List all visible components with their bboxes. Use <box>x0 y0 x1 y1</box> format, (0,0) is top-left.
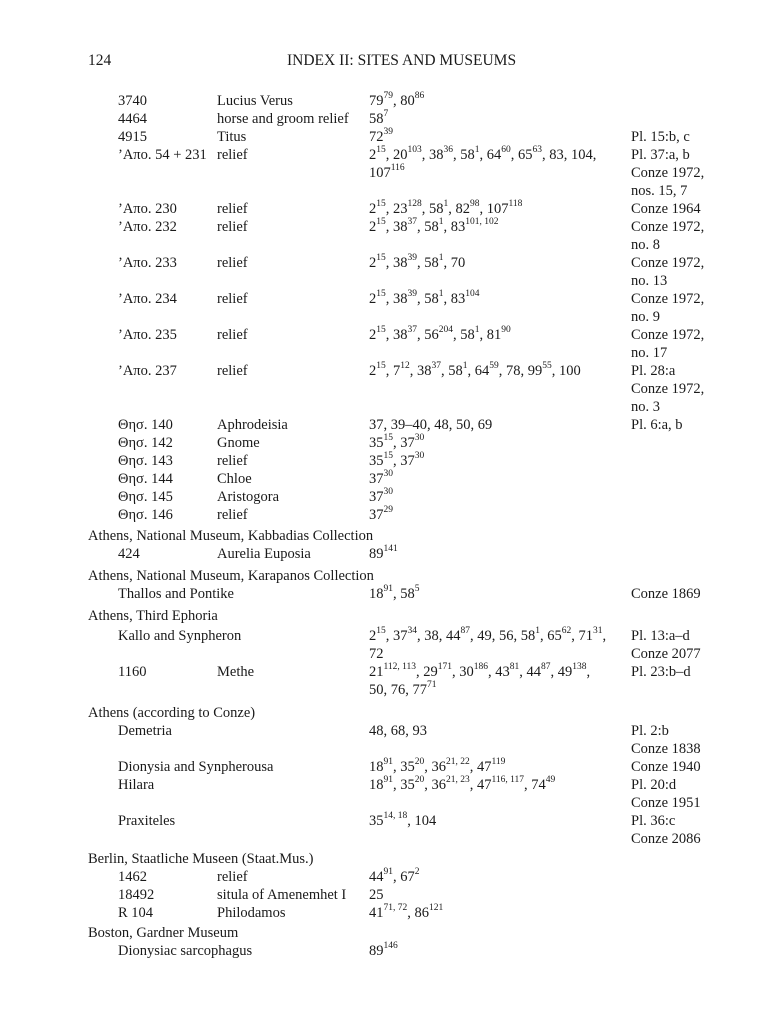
entry-plate: Conze 1869 <box>631 586 701 602</box>
entry-ref: Hilara <box>118 777 155 793</box>
entry-pages: 72 <box>369 646 384 662</box>
index-row <box>0 146 762 164</box>
entry-plate: Pl. 13:a–d <box>631 628 690 644</box>
index-row <box>0 398 762 416</box>
entry-ref: ’Aπo. 233 <box>118 255 177 271</box>
section-heading: Athens (according to Conze) <box>88 705 256 721</box>
entry-pages: $35^{15}$, $37^{30}$ <box>369 451 425 469</box>
entry-ref: R 104 <box>118 905 154 921</box>
entry-subject: relief <box>217 255 248 271</box>
index-row <box>0 128 762 146</box>
entry-ref: ’Aπo. 234 <box>118 291 177 307</box>
section-heading: Berlin, Staatliche Museen (Staat.Mus.) <box>88 851 314 867</box>
entry-plate: Conze 2077 <box>631 646 701 662</box>
entry-pages: $58^7$ <box>369 109 389 127</box>
index-row <box>0 758 762 776</box>
entry-pages: 41$^{71, 72}$, $86^{121}$ <box>369 903 444 921</box>
entry-subject: relief <box>217 869 248 885</box>
index-row <box>0 645 762 663</box>
entry-subject: situla of Amenemhet I <box>217 887 347 903</box>
section-row <box>0 850 762 868</box>
entry-pages: 48, 68, 93 <box>369 723 427 739</box>
entry-pages: 25 <box>369 887 384 903</box>
entry-pages: $72^{39}$ <box>369 127 393 145</box>
section-heading: Athens, National Museum, Karapanos Collection <box>88 568 374 584</box>
index-row <box>0 904 762 922</box>
entry-ref: Demetria <box>118 723 172 739</box>
page-number: 124 <box>88 52 112 69</box>
entry-subject: Lucius Verus <box>217 93 293 109</box>
entry-pages: $2^{15}$, $23^{128}$, $58^1$, $82^{98}$, $107^{118}$ <box>369 199 523 217</box>
entry-plate: Conze 2086 <box>631 831 701 847</box>
entry-pages: $2^{15}$, $38^{37}$, $56^{204}$, $58^1$, $81^{90}$ <box>369 325 511 343</box>
entry-pages: $89^{146}$ <box>369 941 398 959</box>
section-row <box>0 567 762 585</box>
section-row <box>0 527 762 545</box>
index-row <box>0 452 762 470</box>
index-row <box>0 164 762 182</box>
index-row <box>0 434 762 452</box>
entry-subject: relief <box>217 327 248 343</box>
entry-plate: no. 17 <box>631 345 668 361</box>
entry-plate: no. 8 <box>631 237 660 253</box>
entry-ref: Praxiteles <box>118 813 176 829</box>
section-row <box>0 924 762 942</box>
entry-plate: Pl. 23:b–d <box>631 664 691 680</box>
entry-ref: 4915 <box>118 129 147 145</box>
entry-ref: 3740 <box>118 93 147 109</box>
index-row <box>0 218 762 236</box>
section-heading: Athens, Third Ephoria <box>88 608 218 624</box>
entry-ref: Dionysia and Synpherousa <box>118 759 274 775</box>
entry-plate: Conze 1940 <box>631 759 701 775</box>
index-row <box>0 740 762 758</box>
entry-ref: 1160 <box>118 664 147 680</box>
entry-ref: Kallo and Synpheron <box>118 628 242 644</box>
entry-subject: relief <box>217 201 248 217</box>
entry-plate: no. 9 <box>631 309 660 325</box>
entry-pages: $2^{15}$, $38^{37}$, $58^1$, 83$^{101, 102}$ <box>369 217 499 235</box>
entry-ref: ’Aπo. 235 <box>118 327 177 343</box>
entry-plate: Pl. 28:a <box>631 363 676 379</box>
index-row <box>0 545 762 563</box>
index-row <box>0 794 762 812</box>
entry-plate: Conze 1972, <box>631 327 705 343</box>
entry-ref: 4464 <box>118 111 147 127</box>
index-row <box>0 254 762 272</box>
entry-pages: $44^{91}$, $67^2$ <box>369 867 420 885</box>
entry-subject: relief <box>217 363 248 379</box>
entry-pages: 21$^{112, 113}$, $29^{171}$, $30^{186}$, $43^{81}$, $44^{87}$, $49^{138}$, <box>369 662 591 680</box>
entry-ref: ’Aπo. 54 + 231 <box>118 147 207 163</box>
entry-plate: Conze 1951 <box>631 795 701 811</box>
entry-pages: 35$^{14, 18}$, 104 <box>369 811 437 829</box>
index-row <box>0 308 762 326</box>
entry-subject: Chloe <box>217 471 252 487</box>
entry-plate: Pl. 37:a, b <box>631 147 690 163</box>
entry-plate: Pl. 36:c <box>631 813 676 829</box>
entry-pages: $89^{141}$ <box>369 544 398 562</box>
entry-pages: $18^{91}$, $58^5$ <box>369 584 420 602</box>
index-row <box>0 627 762 645</box>
entry-plate: no. 13 <box>631 273 668 289</box>
entry-ref: Θησ. 142 <box>118 435 173 451</box>
entry-plate: no. 3 <box>631 399 660 415</box>
entry-pages: $2^{15}$, $38^{39}$, $58^1$, $83^{104}$ <box>369 289 480 307</box>
entry-plate: Conze 1972, <box>631 219 705 235</box>
entry-subject: Aurelia Euposia <box>217 546 311 562</box>
entry-ref: ’Aπo. 230 <box>118 201 177 217</box>
index-row <box>0 868 762 886</box>
entry-subject: horse and groom relief <box>217 111 349 127</box>
index-row <box>0 92 762 110</box>
entry-ref: Θησ. 145 <box>118 489 173 505</box>
index-row <box>0 585 762 603</box>
entry-subject: Methe <box>217 664 255 680</box>
entry-subject: Gnome <box>217 435 260 451</box>
entry-pages: $79^{79}$, $80^{86}$ <box>369 91 425 109</box>
entry-plate: Conze 1964 <box>631 201 701 217</box>
entry-subject: Aphrodeisia <box>217 417 288 433</box>
entry-plate: Conze 1972, <box>631 255 705 271</box>
index-row <box>0 942 762 960</box>
index-row <box>0 362 762 380</box>
entry-ref: Θησ. 146 <box>118 507 173 523</box>
entry-pages: $37^{30}$ <box>369 469 393 487</box>
index-row <box>0 663 762 681</box>
section-row <box>0 607 762 625</box>
entry-ref: 424 <box>118 546 140 562</box>
index-row <box>0 470 762 488</box>
index-row <box>0 681 762 699</box>
index-row <box>0 812 762 830</box>
entry-subject: Titus <box>217 129 247 145</box>
index-row <box>0 236 762 254</box>
section-heading: Boston, Gardner Museum <box>88 925 239 941</box>
entry-pages: 37, 39–40, 48, 50, 69 <box>369 417 493 433</box>
index-row <box>0 776 762 794</box>
entry-subject: relief <box>217 453 248 469</box>
entry-plate: Pl. 20:d <box>631 777 677 793</box>
index-row <box>0 488 762 506</box>
index-row <box>0 886 762 904</box>
index-row <box>0 272 762 290</box>
entry-ref: Θησ. 143 <box>118 453 173 469</box>
section-row <box>0 704 762 722</box>
entry-subject: Aristogora <box>217 489 280 505</box>
entry-pages: $2^{15}$, $38^{39}$, $58^1$, 70 <box>369 253 466 271</box>
index-row <box>0 200 762 218</box>
entry-ref: Θησ. 144 <box>118 471 173 487</box>
entry-ref: 1462 <box>118 869 147 885</box>
entry-pages: $2^{15}$, $7^{12}$, $38^{37}$, $58^1$, $64^{59}$, 78, $99^{55}$, 100 <box>369 361 581 379</box>
entry-pages: $107^{116}$ <box>369 163 405 181</box>
entry-subject: relief <box>217 147 248 163</box>
index-row <box>0 830 762 848</box>
index-row <box>0 290 762 308</box>
entry-pages: $37^{30}$ <box>369 487 393 505</box>
entry-ref: Dionysiac sarcophagus <box>118 943 253 959</box>
entry-pages: $37^{29}$ <box>369 505 393 523</box>
entry-subject: relief <box>217 291 248 307</box>
entry-plate: nos. 15, 7 <box>631 183 688 199</box>
entry-subject: relief <box>217 507 248 523</box>
entry-subject: relief <box>217 219 248 235</box>
entry-plate: Pl. 2:b <box>631 723 669 739</box>
index-row <box>0 344 762 362</box>
entry-pages: $18^{91}$, $35^{20}$, 36$^{21, 23}$, 47$^{116, 117}$, $74^{49}$ <box>369 775 556 793</box>
index-row <box>0 182 762 200</box>
index-row <box>0 416 762 434</box>
entry-plate: Conze 1972, <box>631 381 705 397</box>
section-heading: Athens, National Museum, Kabbadias Collection <box>88 528 374 544</box>
entry-plate: Conze 1838 <box>631 741 701 757</box>
entry-ref: ’Aπo. 232 <box>118 219 177 235</box>
index-row <box>0 110 762 128</box>
entry-ref: Thallos and Pontike <box>118 586 234 602</box>
entry-pages: $2^{15}$, $20^{103}$, $38^{36}$, $58^1$, $64^{60}$, $65^{63}$, 83, 104, <box>369 145 597 163</box>
index-row <box>0 506 762 524</box>
entry-plate: Pl. 6:a, b <box>631 417 683 433</box>
entry-plate: Conze 1972, <box>631 291 705 307</box>
entry-pages: $2^{15}$, $37^{34}$, 38, $44^{87}$, 49, 56, $58^1$, $65^{62}$, $71^{31}$, <box>369 626 607 644</box>
entry-pages: 50, 76, $77^{71}$ <box>369 680 437 698</box>
index-row <box>0 326 762 344</box>
entry-ref: 18492 <box>118 887 155 903</box>
entry-plate: Conze 1972, <box>631 165 705 181</box>
entry-pages: $18^{91}$, $35^{20}$, 36$^{21, 22}$, $47^{119}$ <box>369 757 506 775</box>
entry-ref: Θησ. 140 <box>118 417 173 433</box>
entry-pages: $35^{15}$, $37^{30}$ <box>369 433 425 451</box>
entry-plate: Pl. 15:b, c <box>631 129 690 145</box>
entry-ref: ’Aπo. 237 <box>118 363 177 379</box>
index-row <box>0 380 762 398</box>
index-row <box>0 722 762 740</box>
entry-subject: Philodamos <box>217 905 286 921</box>
running-title: INDEX II: SITES AND MUSEUMS <box>287 52 517 69</box>
